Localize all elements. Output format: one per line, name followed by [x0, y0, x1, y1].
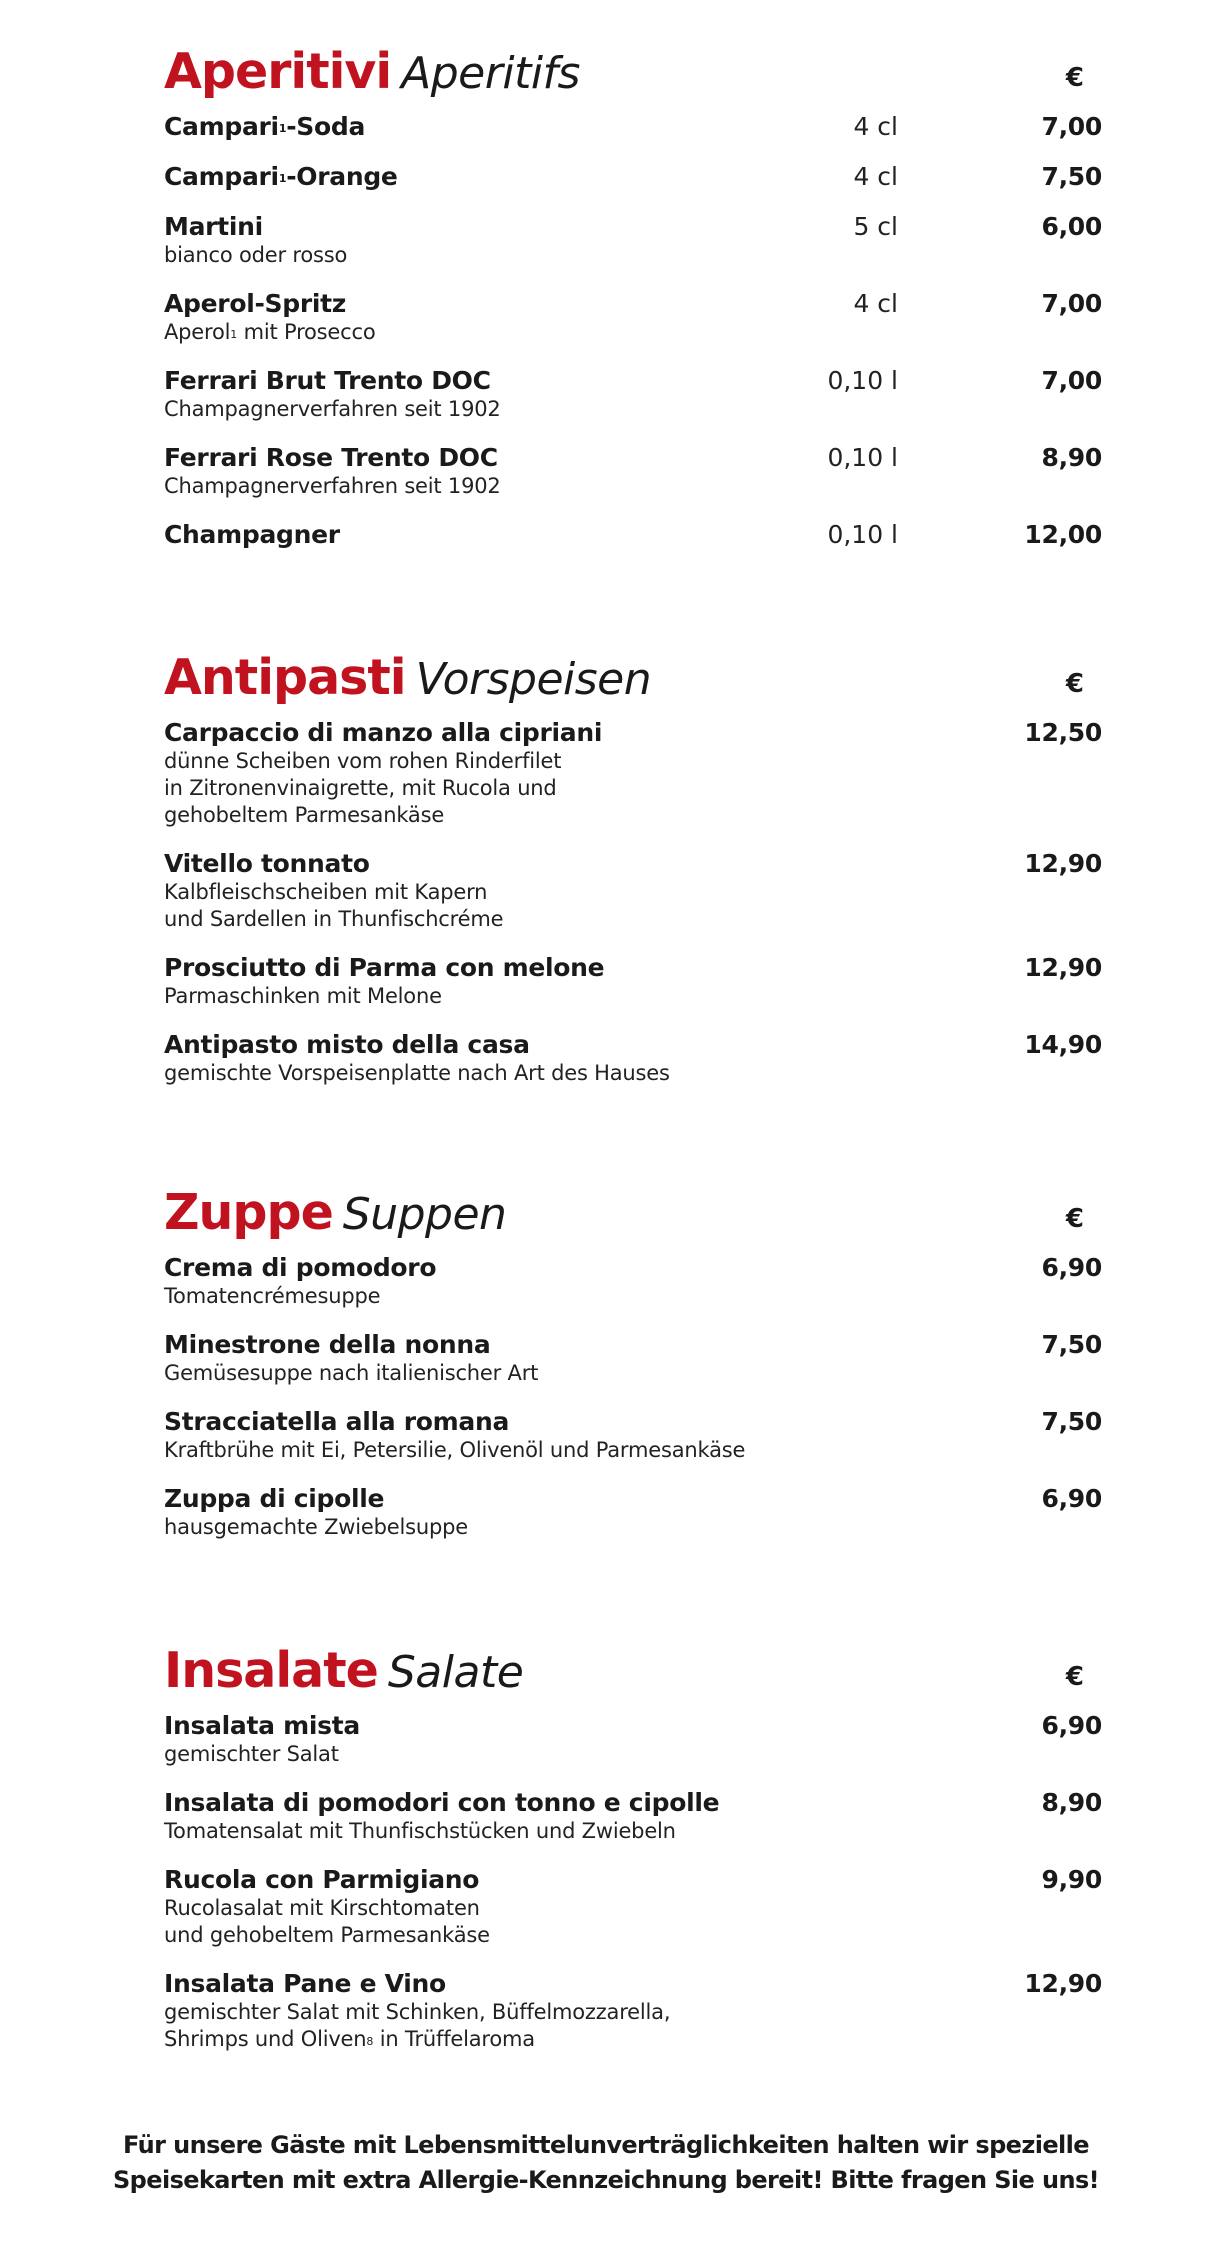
item-price: 12,50 — [1024, 718, 1102, 747]
item-description: Champagnerverfahren seit 1902 — [164, 397, 501, 421]
menu-item — [164, 1788, 1102, 1845]
menu-item — [164, 718, 1102, 829]
section-title-german: Salate — [387, 1647, 524, 1698]
item-description: Gemüsesuppe nach italienischer Art — [164, 1361, 539, 1385]
item-price: 12,90 — [1024, 849, 1102, 878]
item-name: Crema di pomodoro — [164, 1253, 437, 1282]
section-header — [164, 42, 1102, 102]
section-title-italian: Antipasti — [164, 649, 406, 706]
item-price: 7,00 — [1041, 112, 1102, 141]
menu-item — [164, 520, 1102, 550]
menu-item — [164, 1253, 1102, 1310]
item-name: Campari$^1$-Soda — [164, 112, 366, 141]
menu-item — [164, 112, 1102, 142]
menu-item — [164, 1030, 1102, 1087]
item-volume: 4 cl — [853, 112, 898, 141]
menu-item — [164, 1865, 1102, 1949]
item-name: Carpaccio di manzo alla cipriani — [164, 718, 603, 747]
item-name: Insalata mista — [164, 1711, 360, 1740]
item-price: 14,90 — [1024, 1030, 1102, 1059]
section-title-italian: Aperitivi — [164, 43, 392, 100]
section-title — [164, 1183, 506, 1245]
item-price: 12,90 — [1024, 1969, 1102, 1998]
item-price: 8,90 — [1041, 443, 1102, 472]
item-description: gehobeltem Parmesankäse — [164, 803, 445, 827]
item-price: 9,90 — [1041, 1865, 1102, 1894]
section-header — [164, 648, 1102, 708]
allergen-footnote: 1 — [230, 328, 238, 341]
item-name: Rucola con Parmigiano — [164, 1865, 480, 1894]
currency-label: € — [1065, 63, 1084, 93]
item-volume: 0,10 l — [827, 520, 898, 549]
allergy-notice-line-2: Speisekarten mit extra Allergie-Kennzeichnung bereit! Bitte fragen Sie uns! — [113, 2166, 1099, 2194]
menu-item — [164, 443, 1102, 500]
item-price: 7,50 — [1041, 1330, 1102, 1359]
section-title — [164, 1641, 523, 1703]
item-name: Aperol-Spritz — [164, 289, 347, 318]
item-description: bianco oder rosso — [164, 243, 348, 267]
section-header — [164, 1183, 1102, 1243]
item-description: Rucolasalat mit Kirschtomaten — [164, 1896, 480, 1920]
item-price: 12,90 — [1024, 953, 1102, 982]
menu-item — [164, 162, 1102, 192]
item-name: Insalata Pane e Vino — [164, 1969, 446, 1998]
item-volume: 0,10 l — [827, 443, 898, 472]
item-name: Antipasto misto della casa — [164, 1030, 530, 1059]
section-title-german: Vorspeisen — [415, 654, 652, 705]
item-name: Minestrone della nonna — [164, 1330, 491, 1359]
item-name: Vitello tonnato — [164, 849, 370, 878]
menu-item — [164, 1969, 1102, 2053]
item-price: 12,00 — [1024, 520, 1102, 549]
item-price: 7,00 — [1041, 366, 1102, 395]
section-title — [164, 648, 651, 710]
section-antipasti — [164, 648, 1102, 1107]
item-name: Insalata di pomodori con tonno e cipolle — [164, 1788, 720, 1817]
item-name: Prosciutto di Parma con melone — [164, 953, 605, 982]
allergen-footnote: 1 — [278, 122, 287, 135]
item-price: 6,90 — [1041, 1253, 1102, 1282]
section-aperitivi — [164, 42, 1102, 570]
menu-item — [164, 289, 1102, 346]
allergen-footnote: 8 — [366, 2035, 374, 2048]
currency-label: € — [1065, 1204, 1084, 1234]
section-title — [164, 42, 580, 104]
item-description: hausgemachte Zwiebelsuppe — [164, 1515, 468, 1539]
item-description: Kalbfleischscheiben mit Kapern — [164, 880, 488, 904]
section-title-italian: Zuppe — [164, 1184, 333, 1241]
item-description: Parmaschinken mit Melone — [164, 984, 442, 1008]
item-description: Kraftbrühe mit Ei, Petersilie, Olivenöl und Parmesankäse — [164, 1438, 746, 1462]
item-description: Shrimps und Oliven$^8$ in Trüffelaroma — [164, 2027, 535, 2051]
item-price: 7,00 — [1041, 289, 1102, 318]
menu-item — [164, 953, 1102, 1010]
item-volume: 4 cl — [853, 162, 898, 191]
item-description: und gehobeltem Parmesankäse — [164, 1923, 490, 1947]
item-description: und Sardellen in Thunfischcréme — [164, 907, 504, 931]
item-description: Champagnerverfahren seit 1902 — [164, 474, 501, 498]
item-description: Tomatencrémesuppe — [164, 1284, 381, 1308]
item-volume: 0,10 l — [827, 366, 898, 395]
item-price: 6,90 — [1041, 1484, 1102, 1513]
item-name: Ferrari Rose Trento DOC — [164, 443, 498, 472]
item-description: gemischter Salat — [164, 1742, 339, 1766]
item-price: 8,90 — [1041, 1788, 1102, 1817]
item-name: Champagner — [164, 520, 340, 549]
item-price: 7,50 — [1041, 162, 1102, 191]
item-price: 6,90 — [1041, 1711, 1102, 1740]
menu-item — [164, 1484, 1102, 1541]
allergen-footnote: 1 — [278, 172, 287, 185]
item-name: Stracciatella alla romana — [164, 1407, 510, 1436]
item-volume: 5 cl — [853, 212, 898, 241]
allergy-notice-line-1: Für unsere Gäste mit Lebensmittelunverträglichkeiten halten wir spezielle — [123, 2131, 1089, 2159]
item-description: gemischter Salat mit Schinken, Büffelmozzarella, — [164, 2000, 671, 2024]
item-description: Tomatensalat mit Thunfischstücken und Zwiebeln — [164, 1819, 676, 1843]
item-description: gemischte Vorspeisenplatte nach Art des Hauses — [164, 1061, 670, 1085]
item-volume: 4 cl — [853, 289, 898, 318]
menu-item — [164, 1330, 1102, 1387]
item-name: Campari$^1$-Orange — [164, 162, 398, 191]
item-description: dünne Scheiben vom rohen Rinderfilet — [164, 749, 562, 773]
section-insalate — [164, 1641, 1102, 2073]
menu-item — [164, 366, 1102, 423]
menu-item — [164, 1711, 1102, 1768]
menu-item — [164, 212, 1102, 269]
item-description: in Zitronenvinaigrette, mit Rucola und — [164, 776, 557, 800]
menu-item — [164, 849, 1102, 933]
item-price: 7,50 — [1041, 1407, 1102, 1436]
currency-label: € — [1065, 669, 1084, 699]
section-header — [164, 1641, 1102, 1701]
section-zuppe — [164, 1183, 1102, 1561]
currency-label: € — [1065, 1662, 1084, 1692]
allergy-notice — [0, 2128, 1212, 2198]
item-name: Ferrari Brut Trento DOC — [164, 366, 491, 395]
item-price: 6,00 — [1041, 212, 1102, 241]
item-description: Aperol$^1$ mit Prosecco — [164, 320, 376, 344]
section-title-italian: Insalate — [164, 1642, 378, 1699]
section-title-german: Aperitifs — [401, 48, 580, 99]
item-name: Martini — [164, 212, 263, 241]
menu-item — [164, 1407, 1102, 1464]
section-title-german: Suppen — [342, 1189, 507, 1240]
item-name: Zuppa di cipolle — [164, 1484, 385, 1513]
